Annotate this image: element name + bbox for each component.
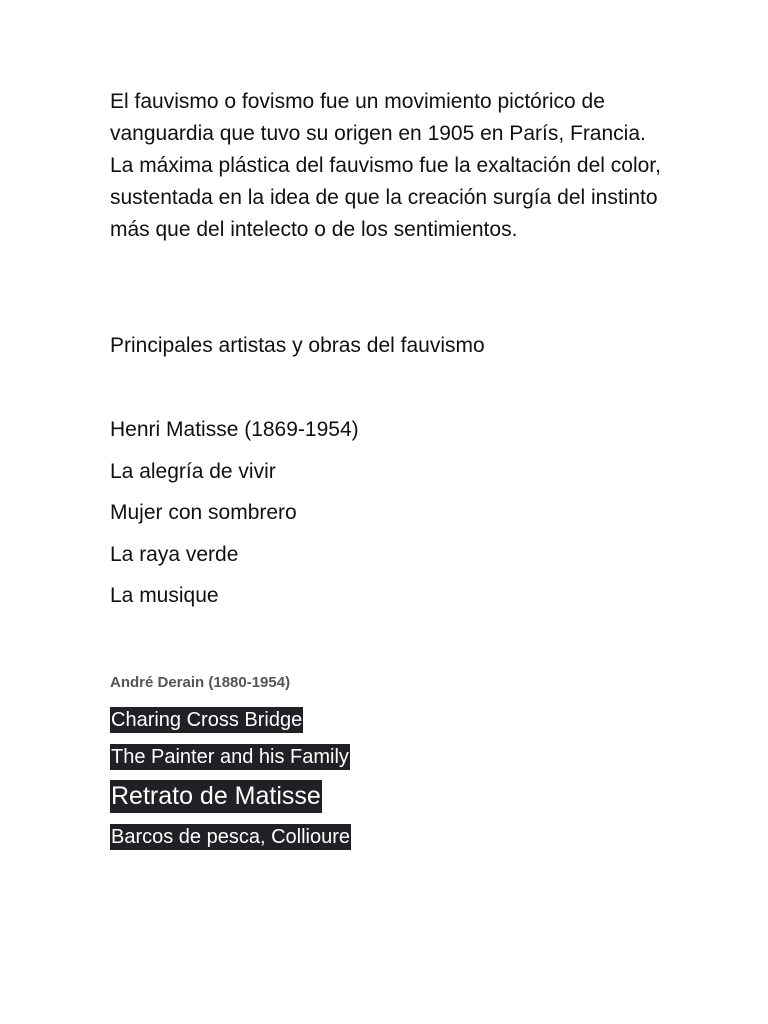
artist-name-derain: André Derain (1880-1954) [110, 674, 291, 691]
highlighted-work-item: Charing Cross Bridge [111, 709, 303, 731]
intro-paragraph: El fauvismo o fovismo fue un movimiento pictórico de vanguardia que tuvo su origen en 1905 en París, Francia. La máxima plástica del fauvismo fue la exaltación del color, sustentada en la idea de que la creación surgía del instinto más que del intelecto o de los sentimientos. [110, 90, 661, 241]
highlighted-work-item: The Painter and his Family [111, 746, 349, 768]
section-title: Principales artistas y obras del fauvismo [110, 334, 485, 357]
work-item: La alegría de vivir [110, 459, 276, 483]
work-item: La raya verde [110, 542, 239, 566]
highlighted-work-item: Retrato de Matisse [110, 780, 322, 813]
work-item: La musique [110, 584, 219, 607]
highlighted-work-item: Barcos de pesca, Collioure [111, 826, 351, 848]
artist-name-matisse: Henri Matisse (1869-1954) [110, 418, 359, 441]
work-item: Mujer con sombrero [110, 501, 297, 524]
matisse-list [110, 414, 359, 622]
